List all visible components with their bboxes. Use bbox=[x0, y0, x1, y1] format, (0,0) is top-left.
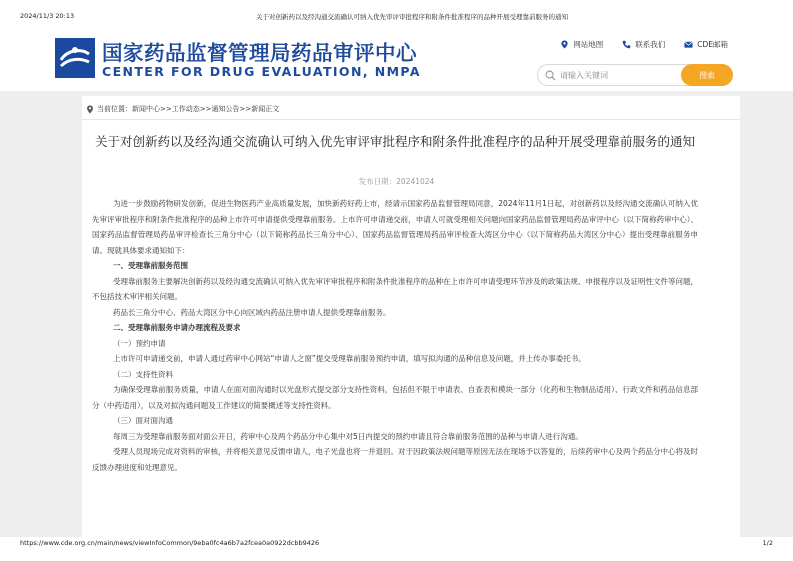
breadcrumb bbox=[86, 104, 279, 114]
site-name-cn: 国家药品监督管理局药品审评中心 bbox=[102, 41, 417, 65]
mail-icon bbox=[684, 40, 693, 49]
article-paragraph: 药品长三角分中心、药品大湾区分中心向区域内药品注册申请人提供受理靠前服务。 bbox=[113, 307, 391, 317]
cde-logo-icon[interactable] bbox=[55, 38, 95, 78]
article-paragraph: 为确保受理靠前服务质量，申请人在面对面沟通时以光盘形式提交部分支持性资料，包括但不限于申请表、自查表和模块一部分（化药和生物制品适用）、行政文件和药品信息部分（中药适用），以及对拟沟通问题及工作建议的简要概述等支持性资料。 bbox=[92, 385, 698, 410]
search-input[interactable] bbox=[560, 68, 680, 83]
search-icon bbox=[545, 70, 556, 81]
breadcrumb-item-news-center[interactable]: 新闻中心 bbox=[132, 105, 160, 113]
subsection-heading: （二）支持性资料 bbox=[113, 369, 173, 379]
article-paragraph: 上市许可申请递交前，申请人通过药审中心网站“申请人之窗”提交受理靠前服务预约申请，填写拟沟通的品种信息及问题，并上传办事委托书。 bbox=[113, 354, 586, 363]
publish-date-label: 发布日期： bbox=[358, 177, 397, 186]
page-number: 1/2 bbox=[762, 539, 773, 547]
breadcrumb-prefix: 当前位置： bbox=[97, 105, 132, 113]
contact-us-label: 联系我们 bbox=[635, 40, 666, 49]
print-footer bbox=[20, 539, 773, 549]
article-paragraph: 受理靠前服务主要解决创新药以及经沟通交流确认可纳入优先审评审批程序和附条件批准程序的品种在上市许可申请受理环节涉及的政策法规、申报程序以及证明性文件等问题，不包括技术审评相关问题。 bbox=[92, 276, 698, 301]
breadcrumb-item-current: 新闻正文 bbox=[251, 105, 280, 113]
site-map-link[interactable] bbox=[560, 39, 603, 50]
breadcrumb-separator: >> bbox=[160, 105, 172, 113]
cde-mail-label: CDE邮箱 bbox=[697, 40, 728, 49]
section-heading: 一、受理靠前服务范围 bbox=[113, 261, 188, 270]
site-name-en: CENTER FOR DRUG EVALUATION, NMPA bbox=[102, 64, 421, 79]
contact-us-link[interactable] bbox=[622, 39, 665, 50]
publish-date-value: 20241024 bbox=[396, 177, 435, 186]
publish-date bbox=[0, 176, 793, 187]
breadcrumb-item-notices[interactable]: 通知公告 bbox=[211, 105, 240, 113]
article-paragraph: 每周三为受理靠前服务面对面公开日，药审中心及两个药品分中心集中对5日内提交的预约申请且符合靠前服务范围的品种与申请人进行沟通。 bbox=[113, 431, 583, 441]
location-pin-icon bbox=[560, 40, 569, 49]
print-header bbox=[20, 12, 773, 22]
article-paragraph: 为进一步鼓励药物研发创新，促进生物医药产业高质量发展，加快新药好药上市，经请示国家药品监督管理局同意，2024年11月1日起，对创新药以及经沟通交流确认可纳入优先审评审批程序和附条件批准程序的品种上市许可申请提供受理靠前服务。上市许可申请递交前，申请人可就受理相关问题向国家药品监督管理局药品审评中心（以下简称药审中心）、国家药品监督管理局药品审评检查长三角分中心（以下简称药品长三角分中心）、国家药品监督管理局药品审评检查大湾区分中心（以下简称药品大湾区分中心）提出受理靠前服务申请。现就具体要求通知如下： bbox=[92, 199, 698, 255]
search-box bbox=[537, 64, 733, 86]
phone-icon bbox=[622, 40, 631, 49]
subsection-heading: （一）预约申请 bbox=[113, 338, 166, 348]
breadcrumb-separator: >> bbox=[239, 105, 252, 113]
search-button[interactable]: 搜索 bbox=[681, 64, 733, 86]
section-heading: 二、受理靠前服务申请办理流程及要求 bbox=[113, 323, 241, 332]
article-paragraph: 受理人员现场完成对资料的审核，并将相关意见反馈申请人，电子光盘也将一并退回。对于因政策法规问题等原因无法在现场予以答复的，后续药审中心及两个药品分中心将及时反馈办理进度和处理意见。 bbox=[92, 447, 698, 472]
top-links bbox=[560, 39, 728, 50]
article-title: 关于对创新药以及经沟通交流确认可纳入优先审评审批程序和附条件批准程序的品种开展受理靠前服务的通知 bbox=[94, 134, 695, 149]
location-pin-icon bbox=[86, 105, 94, 114]
subsection-heading: （三）面对面沟通 bbox=[113, 416, 173, 425]
breadcrumb-divider bbox=[82, 119, 740, 120]
site-map-label: 网站地图 bbox=[573, 40, 604, 49]
breadcrumb-item-work-news[interactable]: 工作动态 bbox=[171, 105, 200, 113]
print-page-title: 关于对创新药以及经沟通交流确认可纳入优先审评审批程序和附条件批准程序的品种开展受理靠前服务的通知 bbox=[256, 13, 568, 21]
breadcrumb-separator: >> bbox=[199, 105, 212, 113]
article-body bbox=[92, 196, 698, 475]
cde-mail-link[interactable] bbox=[684, 39, 728, 50]
print-datetime: 2024/11/3 20:13 bbox=[20, 12, 75, 20]
print-url: https://www.cde.org.cn/main/news/viewInfoCommon/9eba0fc4a6b7a2fcea0a0922dcbb9426 bbox=[20, 539, 320, 547]
